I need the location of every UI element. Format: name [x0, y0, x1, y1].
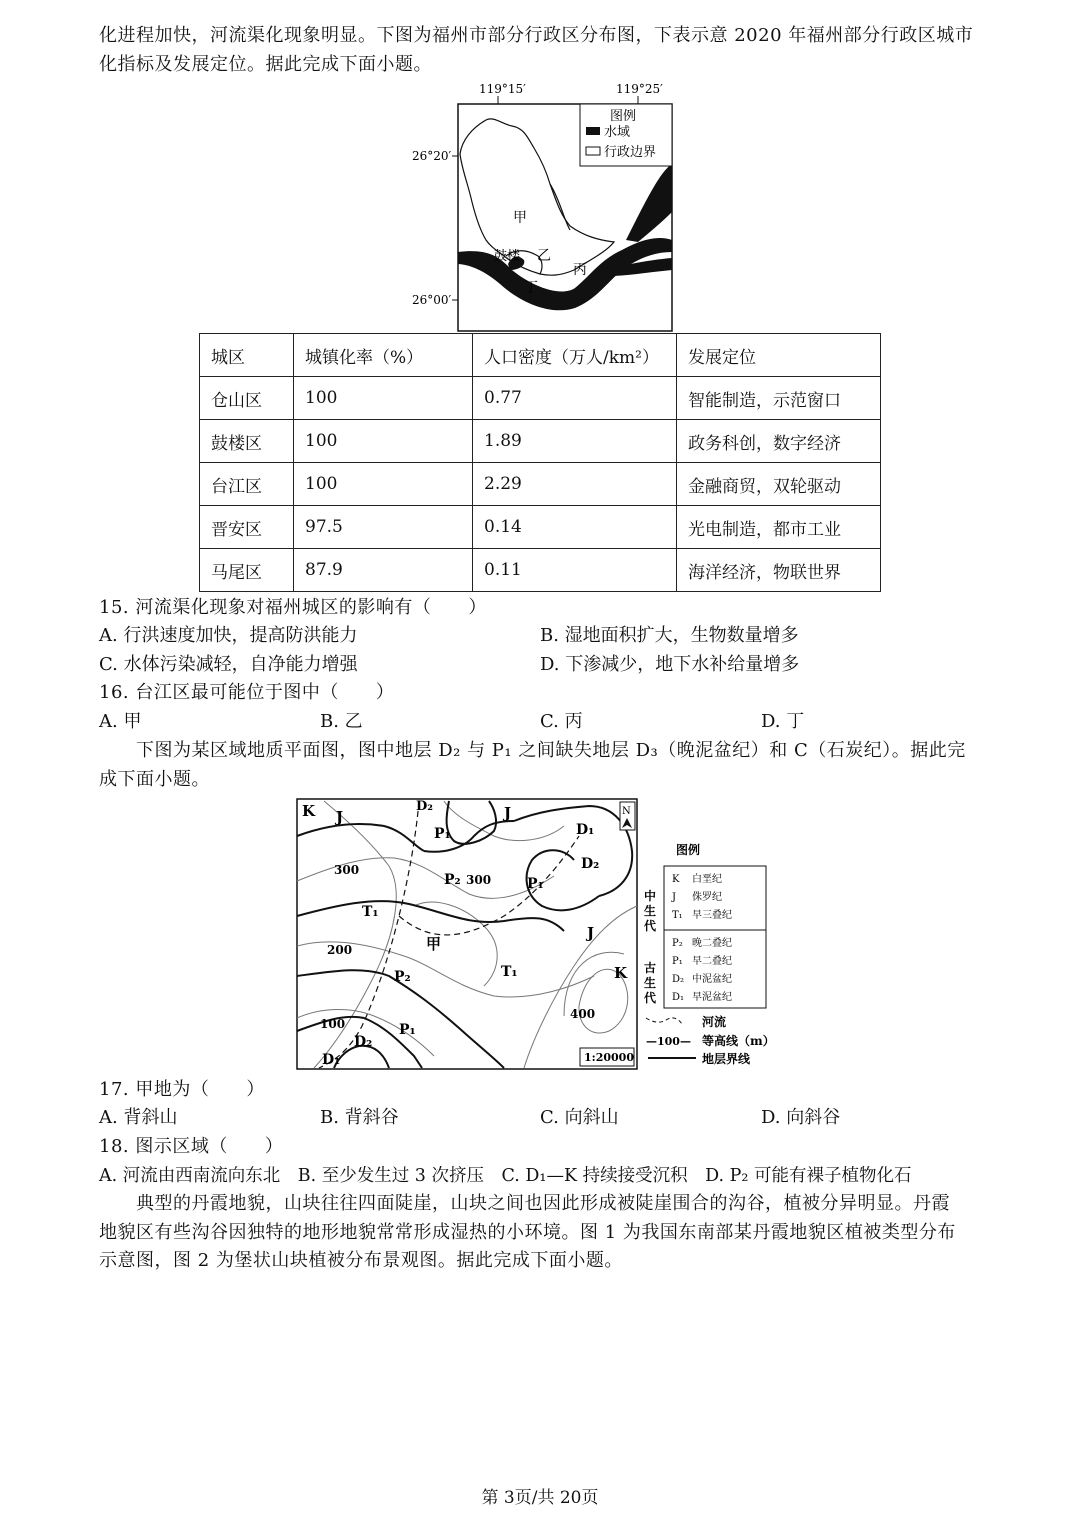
- legend-title: 图例: [676, 843, 701, 857]
- label-D2: D₂: [354, 1034, 373, 1050]
- label-bing: 丙: [573, 262, 587, 278]
- table-cell: 87.9: [294, 549, 473, 592]
- q16-option-c: C. 丙: [540, 711, 583, 732]
- table-row: [200, 420, 881, 463]
- q16-option-a: A. 甲: [99, 711, 142, 732]
- legend-contour: 等高线（m）: [702, 1034, 775, 1048]
- legend-name: 中泥盆纪: [692, 974, 732, 985]
- table-cell: 光电制造，都市工业: [677, 506, 881, 549]
- legend-name: 早三叠纪: [692, 910, 732, 921]
- legend-name: 早二叠纪: [692, 956, 732, 967]
- table-cell: 仓山区: [200, 377, 294, 420]
- scale-label: 1:20000: [584, 1051, 634, 1064]
- legend-name: 白垩纪: [692, 874, 722, 885]
- legend-code: P₂: [672, 938, 683, 949]
- label-T1: T₁: [362, 904, 379, 920]
- table-cell: 1.89: [473, 420, 677, 463]
- table-cell: 0.14: [473, 506, 677, 549]
- contour-400: 400: [570, 1007, 596, 1021]
- label-J: J: [336, 808, 344, 826]
- era-char: 代: [644, 919, 657, 933]
- table-cell: 政务科创，数字经济: [677, 420, 881, 463]
- geologic-map: [294, 796, 794, 1072]
- table-cell: 金融商贸，双轮驱动: [677, 463, 881, 506]
- label-T1: T₁: [501, 964, 518, 980]
- legend-river: 河流: [702, 1015, 727, 1029]
- legend-code: D₂: [672, 974, 685, 985]
- label-D1: D₁: [576, 822, 595, 838]
- q17-option-c: C. 向斜山: [540, 1107, 619, 1128]
- fuzhou-district-map: [400, 80, 690, 335]
- intro3-line-2: 地貌区有些沟谷因独特的地形地貌常常形成湿热的小环境。图 1 为我国东南部某丹霞地貌区植被类型分布: [99, 1222, 956, 1243]
- table-cell: 台江区: [200, 463, 294, 506]
- table-cell: 鼓楼区: [200, 420, 294, 463]
- table-cell: 100: [294, 377, 473, 420]
- north-label: N: [622, 806, 631, 817]
- legend-code: J: [672, 892, 677, 903]
- era-char: 古: [644, 961, 657, 975]
- q15-option-b: B. 湿地面积扩大，生物数量增多: [540, 625, 799, 646]
- label-yi: 乙: [537, 248, 551, 264]
- label-D1: D₁: [322, 1052, 341, 1068]
- table-row: [200, 549, 881, 592]
- table-cell: 0.11: [473, 549, 677, 592]
- table-cell: 0.77: [473, 377, 677, 420]
- intro-line-1: 化进程加快，河流渠化现象明显。下图为福州市部分行政区分布图，下表示意 2020 年福州部分行政区城市: [99, 25, 974, 46]
- label-jia: 甲: [426, 935, 442, 953]
- era-mesozoic: [644, 888, 657, 933]
- q15-stem: 15. 河流渠化现象对福州城区的影响有（ ）: [99, 597, 487, 618]
- page-footer: 第 3页/共 20页: [481, 1488, 599, 1508]
- intro3-line-3: 示意图，图 2 为堡状山块植被分布景观图。据此完成下面小题。: [99, 1250, 623, 1271]
- legend-name: 晚二叠纪: [692, 938, 732, 949]
- legend-name: 早泥盆纪: [692, 992, 732, 1003]
- q17-option-b: B. 背斜谷: [320, 1107, 399, 1128]
- era-char: 生: [644, 976, 657, 990]
- label-D2: D₂: [581, 856, 600, 872]
- label-jia: 甲: [513, 210, 527, 226]
- label-J: J: [504, 804, 512, 822]
- header-cell: 人口密度（万人/km²）: [473, 334, 677, 377]
- q16-stem: 16. 台江区最可能位于图中（ ）: [99, 682, 395, 703]
- era-paleozoic: [644, 960, 657, 1005]
- label-K: K: [302, 802, 316, 820]
- era-char: 中: [644, 889, 657, 903]
- q17-option-d: D. 向斜谷: [761, 1107, 841, 1128]
- q15-option-c: C. 水体污染减轻，自净能力增强: [99, 654, 358, 675]
- lon-right-label: 119°25′: [616, 82, 663, 96]
- table-cell: 马尾区: [200, 549, 294, 592]
- era-char: 生: [644, 904, 657, 918]
- intro2-line-2: 成下面小题。: [99, 769, 210, 790]
- table-row: [200, 377, 881, 420]
- legend-boundary: 行政边界: [604, 145, 657, 160]
- table-cell: 晋安区: [200, 506, 294, 549]
- legend-title: 图例: [610, 109, 637, 124]
- label-P2: P₂: [444, 872, 461, 888]
- intro2-line-1: 下图为某区域地质平面图，图中地层 D₂ 与 P₁ 之间缺失地层 D₃（晚泥盆纪）和 C（石炭纪）。据此完: [136, 740, 966, 761]
- table-cell: 海洋经济，物联世界: [677, 549, 881, 592]
- label-P1: P₁: [527, 876, 544, 892]
- label-K: K: [614, 964, 628, 982]
- label-P2: P₂: [394, 969, 411, 985]
- lon-left-label: 119°15′: [479, 82, 526, 96]
- legend-contour-sample: —100—: [646, 1035, 691, 1048]
- table-row: [200, 506, 881, 549]
- table-cell: 2.29: [473, 463, 677, 506]
- table-cell: 97.5: [294, 506, 473, 549]
- contour-300: 300: [466, 873, 492, 887]
- era-char: 代: [644, 991, 657, 1005]
- contour-100: 100: [320, 1017, 346, 1031]
- label-J: J: [587, 924, 595, 942]
- q18-stem: 18. 图示区域（ ）: [99, 1136, 284, 1157]
- table-header-row: [200, 334, 881, 377]
- header-cell: 发展定位: [677, 334, 881, 377]
- q15-option-a: A. 行洪速度加快，提高防洪能力: [99, 625, 358, 646]
- legend-name: 侏罗纪: [692, 892, 722, 903]
- lat-top-label: 26°20′: [412, 149, 452, 163]
- header-cell: 城区: [200, 334, 294, 377]
- legend-boundary: 地层界线: [702, 1052, 751, 1066]
- label-P1: P₁: [399, 1022, 416, 1038]
- legend-water: 水域: [604, 125, 631, 140]
- table-cell: 100: [294, 463, 473, 506]
- q16-option-d: D. 丁: [761, 711, 805, 732]
- header-cell: 城镇化率（%）: [294, 334, 473, 377]
- table-row: [200, 463, 881, 506]
- label-D2: D₂: [416, 799, 433, 814]
- table-cell: 智能制造，示范窗口: [677, 377, 881, 420]
- legend-code: P₁: [672, 956, 683, 967]
- q17-option-a: A. 背斜山: [99, 1107, 178, 1128]
- urbanization-table: [199, 333, 881, 592]
- legend-code: T₁: [672, 910, 683, 921]
- lat-bottom-label: 26°00′: [412, 293, 452, 307]
- label-gulou: 鼓楼: [494, 249, 521, 264]
- label-ding: 丁: [524, 280, 538, 296]
- legend-code: D₁: [672, 992, 685, 1003]
- legend-code: K: [672, 874, 680, 885]
- intro3-line-1: 典型的丹霞地貌，山块往往四面陡崖，山块之间也因此形成被陡崖围合的沟谷，植被分异明显。丹霞: [136, 1193, 950, 1214]
- q16-option-b: B. 乙: [320, 711, 363, 732]
- table-cell: 100: [294, 420, 473, 463]
- contour-200: 200: [327, 943, 353, 957]
- q18-options: A. 河流由西南流向东北 B. 至少发生过 3 次挤压 C. D₁—K 持续接受沉积 D. P₂ 可能有裸子植物化石: [99, 1166, 912, 1186]
- contour-300: 300: [334, 863, 360, 877]
- q15-option-d: D. 下渗减少，地下水补给量增多: [540, 654, 800, 675]
- q17-stem: 17. 甲地为（ ）: [99, 1079, 265, 1100]
- intro-line-2: 化指标及发展定位。据此完成下面小题。: [99, 54, 432, 75]
- label-P1: P₁: [434, 826, 451, 842]
